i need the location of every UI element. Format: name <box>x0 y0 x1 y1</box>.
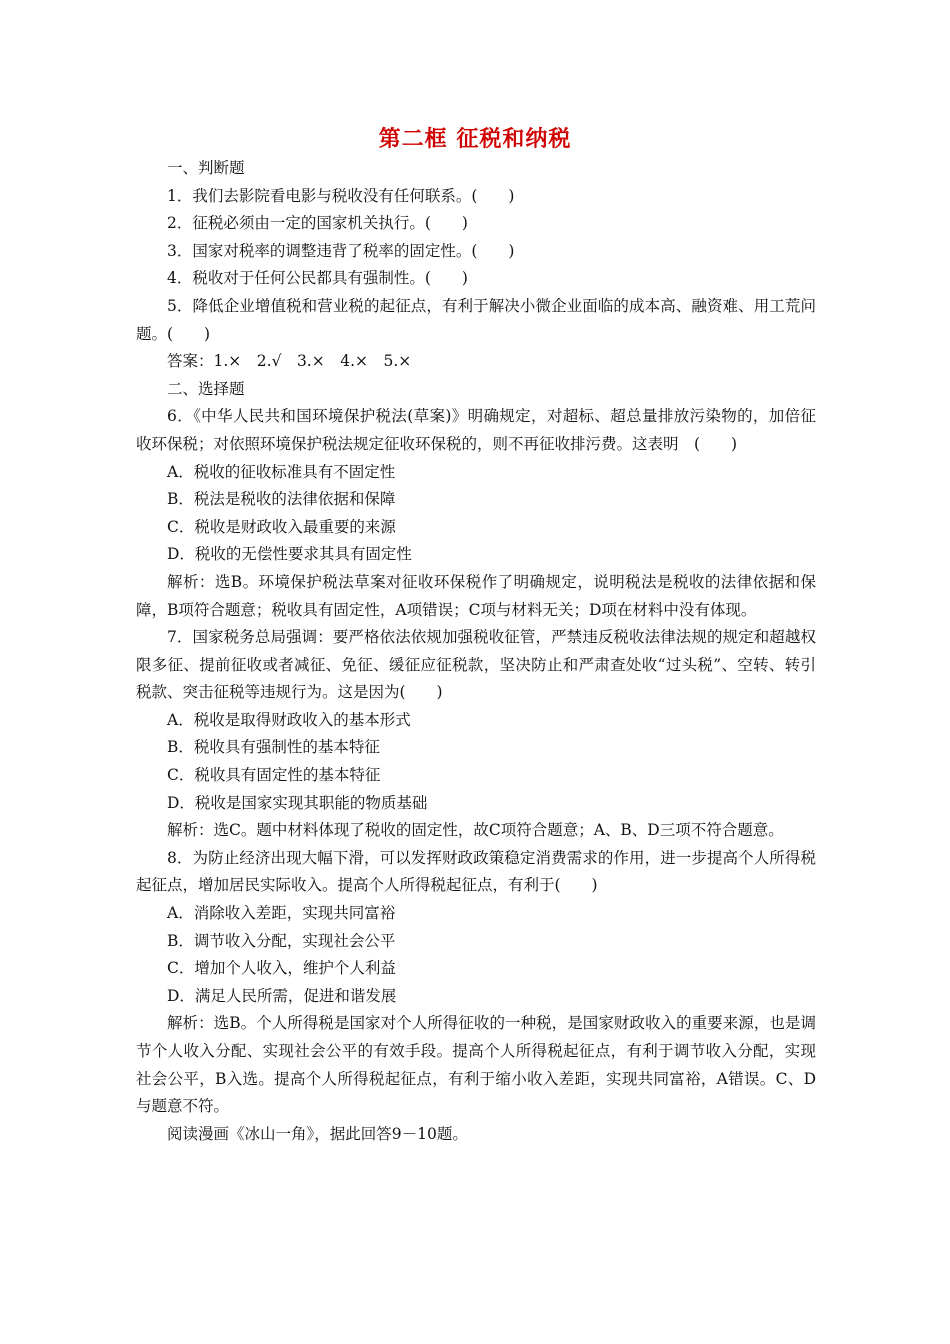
question-8-analysis: 解析：选B。个人所得税是国家对个人所得征收的一种税，是国家财政收入的重要来源，也是调节个人收入分配、实现社会公平的有效手段。提高个人所得税起征点，有利于调节收入分配，实现社会公平，B入选。提高个人所得税起征点，有利于缩小收入差距，实现共同富裕，A错误。C、D与题意不符。 <box>136 1014 816 1116</box>
question-6-option-a: A．税收的征收标准具有不固定性 <box>167 462 396 481</box>
question-7-option-d: D．税收是国家实现其职能的物质基础 <box>167 793 428 812</box>
question-6-analysis: 解析：选B。环境保护税法草案对征收环保税作了明确规定，说明税法是税收的法律依据和保障，B项符合题意；税收具有固定性，A项错误；C项与材料无关；D项在材料中没有体现。 <box>136 572 816 619</box>
question-6: 6．《中华人民共和国环境保护税法(草案)》明确规定，对超标、超总量排放污染物的，加倍征收环保税；对依照环境保护税法规定征收环保税的，则不再征收排污费。这表明 ( ) <box>136 407 816 453</box>
question-3: 3．国家对税率的调整违背了税率的固定性。( ) <box>167 241 515 260</box>
document-body <box>136 155 816 1148</box>
question-7: 7．国家税务总局强调：要严格依法依规加强税收征管，严禁违反税收法律法规的规定和超越权限多征、提前征收或者减征、免征、缓征应征税款，坚决防止和严肃查处收“过头税”、空转、转引税款、突击征税等违规行为。这是因为( ) <box>136 628 816 702</box>
question-4: 4．税收对于任何公民都具有强制性。( ) <box>167 269 468 288</box>
question-7-option-b: B．税收具有强制性的基本特征 <box>167 738 380 757</box>
question-6-option-d: D．税收的无偿性要求其具有固定性 <box>167 545 412 564</box>
question-8-option-c: C．增加个人收入，维护个人利益 <box>167 959 396 978</box>
question-8-option-d: D．满足人民所需，促进和谐发展 <box>167 986 397 1005</box>
reading-prompt: 阅读漫画《冰山一角》，据此回答9－10题。 <box>167 1124 468 1143</box>
question-7-option-a: A．税收是取得财政收入的基本形式 <box>167 710 411 729</box>
section-heading-judgment: 一、判断题 <box>167 159 245 177</box>
page-title: 第二框 征税和纳税 <box>378 126 572 152</box>
question-8-option-b: B．调节收入分配，实现社会公平 <box>167 931 396 950</box>
question-6-option-b: B．税法是税收的法律依据和保障 <box>167 490 396 509</box>
question-7-analysis: 解析：选C。题中材料体现了税收的固定性，故C项符合题意；A、B、D三项不符合题意。 <box>167 821 784 840</box>
question-1: 1．我们去影院看电影与税收没有任何联系。( ) <box>167 186 515 205</box>
section-heading-choice: 二、选择题 <box>167 379 245 398</box>
question-8-option-a: A．消除收入差距，实现共同富裕 <box>167 904 396 923</box>
question-8: 8．为防止经济出现大幅下滑，可以发挥财政政策稳定消费需求的作用，进一步提高个人所得税起征点，增加居民实际收入。提高个人所得税起征点，有利于( ) <box>136 848 816 895</box>
question-5: 5．降低企业增值税和营业税的起征点，有利于解决小微企业面临的成本高、融资难、用工荒问题。( ) <box>136 296 816 343</box>
question-7-option-c: C．税收具有固定性的基本特征 <box>167 766 381 785</box>
question-6-option-c: C．税收是财政收入最重要的来源 <box>167 517 396 536</box>
answer-key: 答案：1.× 2.√ 3.× 4.× 5.× <box>167 352 412 371</box>
question-2: 2．征税必须由一定的国家机关执行。( ) <box>167 214 468 233</box>
